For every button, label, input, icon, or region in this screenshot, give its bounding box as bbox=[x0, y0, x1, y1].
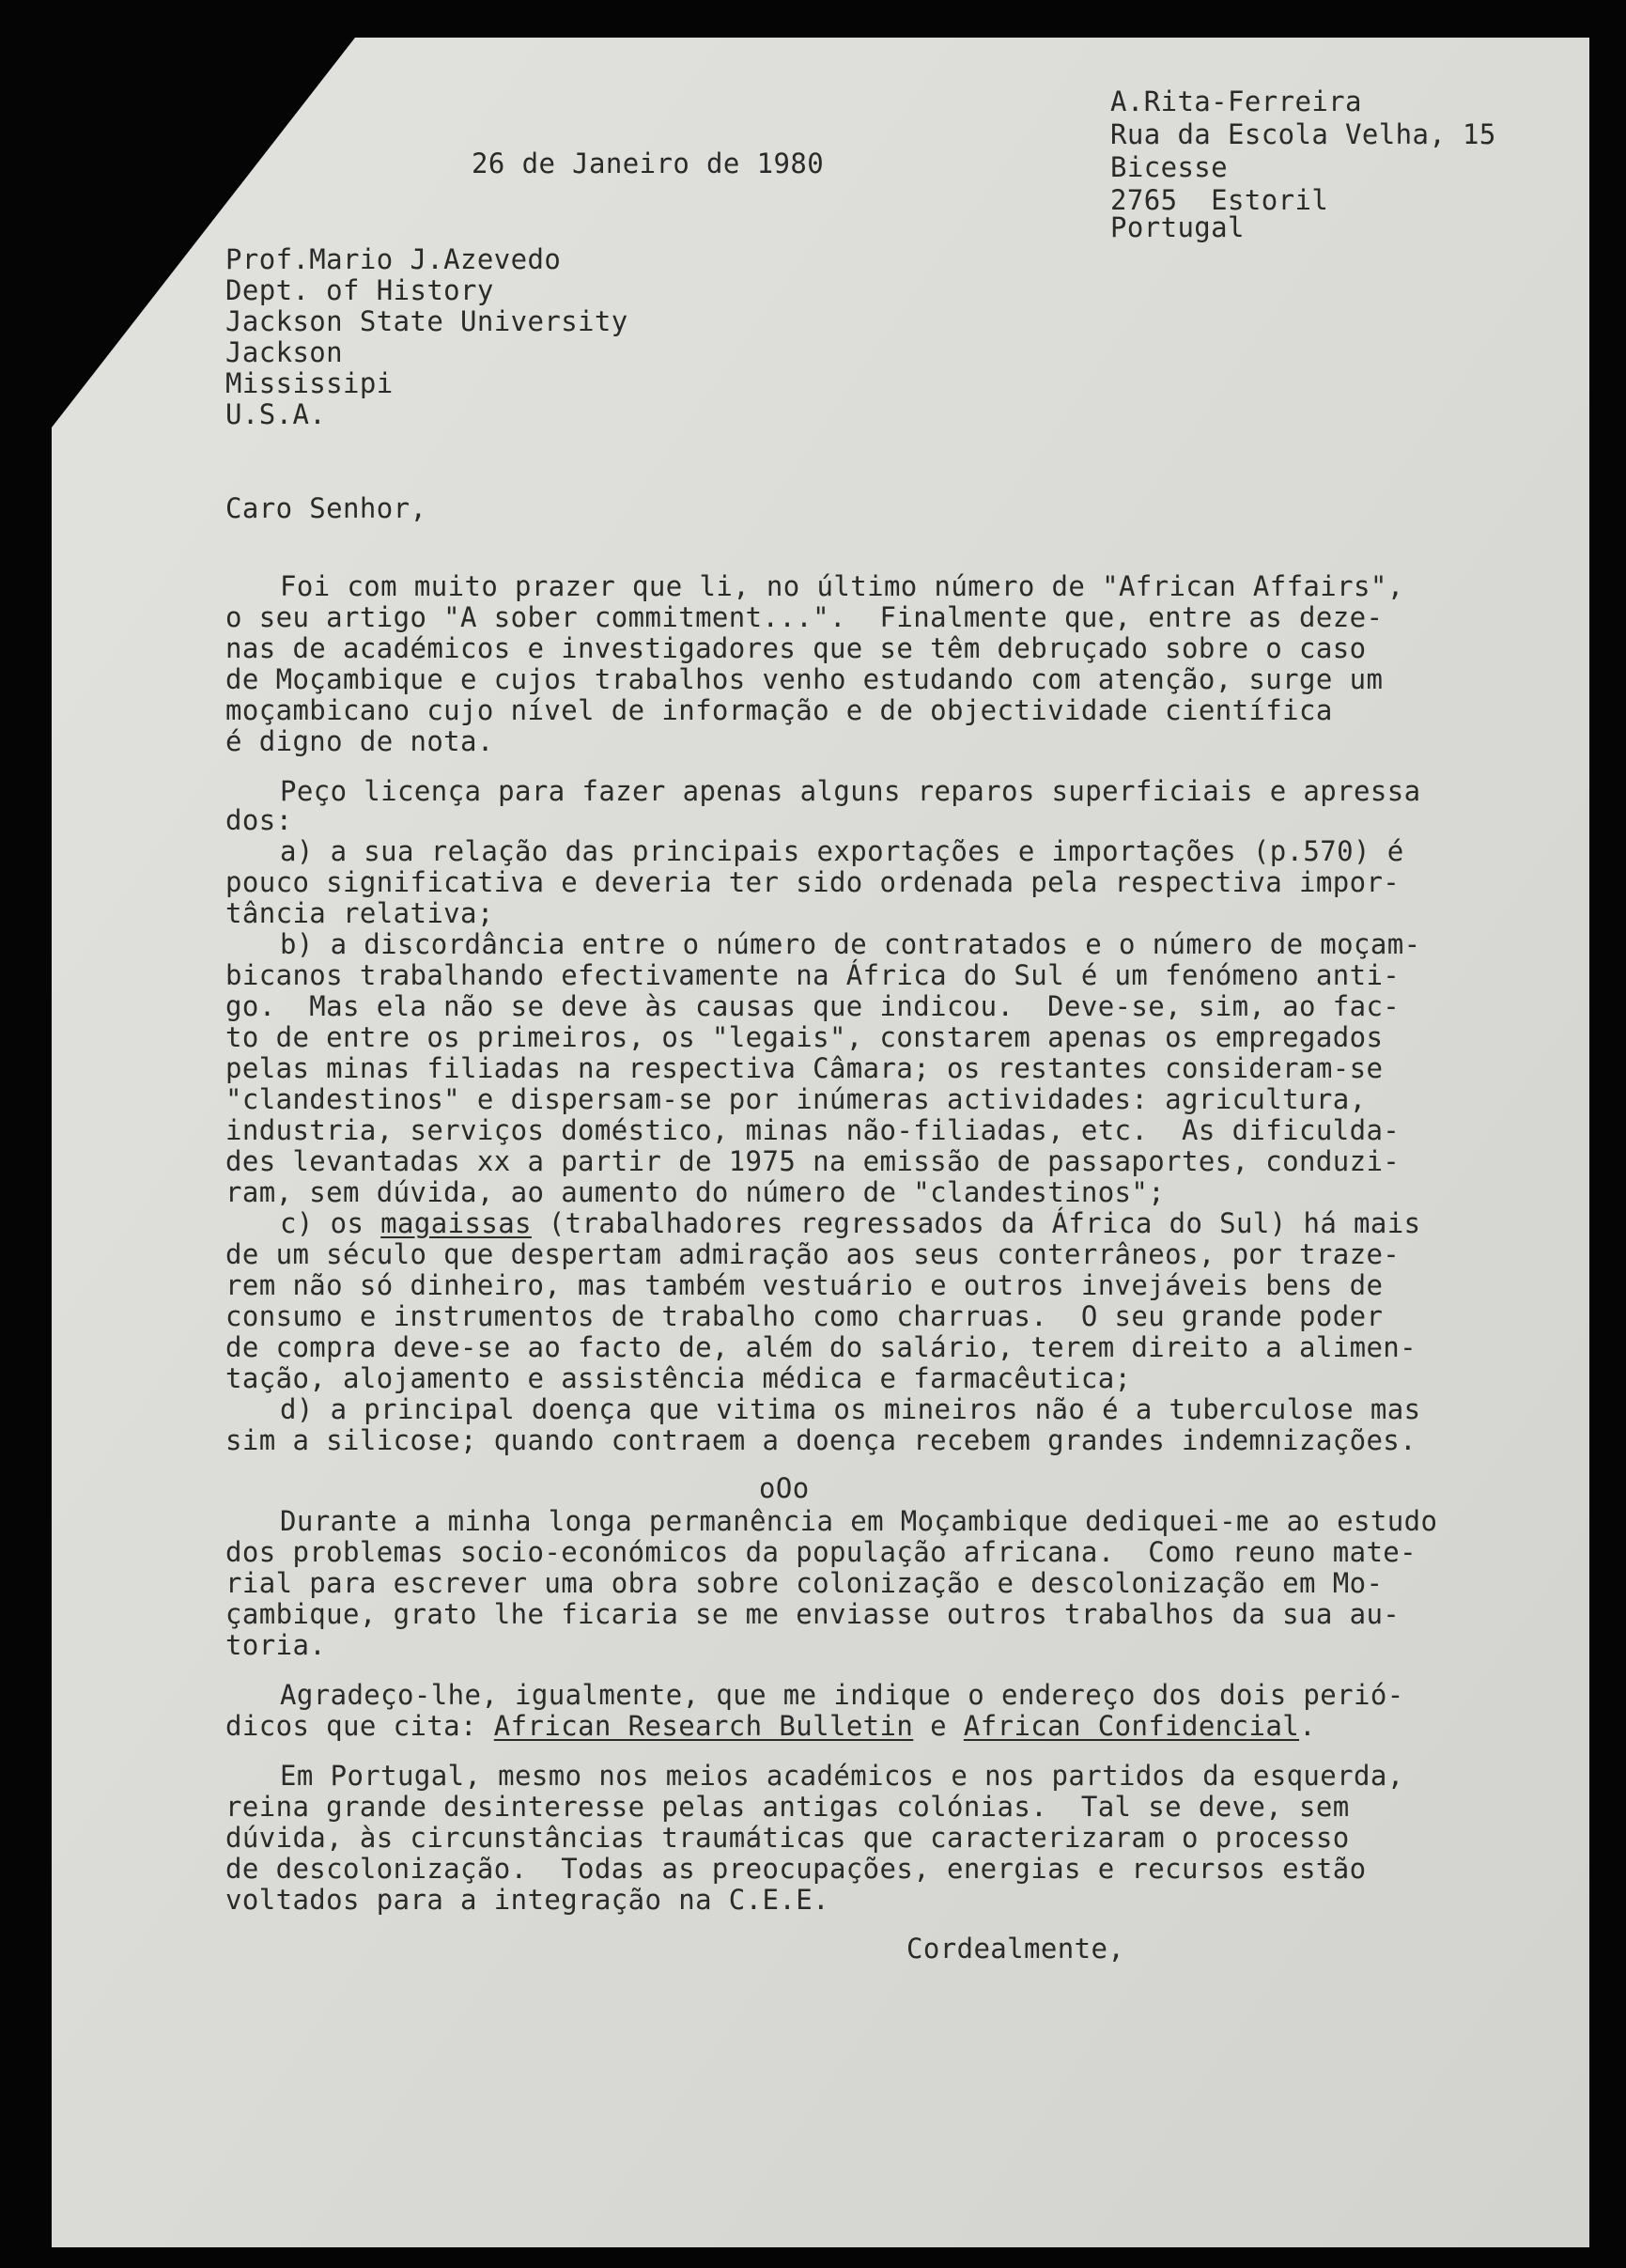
body-line: tância relativa; bbox=[225, 897, 494, 929]
recipient-university: Jackson State University bbox=[225, 305, 628, 337]
body-line: pelas minas filiadas na respectiva Câmara; os restantes consideram-se bbox=[225, 1052, 1384, 1084]
body-line: Em Portugal, mesmo nos meios académicos e nos partidos da esquerda, bbox=[280, 1760, 1404, 1792]
body-line: pouco significativa e deveria ter sido ordenada pela respectiva impor- bbox=[225, 866, 1401, 898]
body-line: Agradeço-lhe, igualmente, que me indique o endereço dos dois perió- bbox=[280, 1679, 1404, 1711]
sender-postal: 2765 Estoril bbox=[1110, 184, 1329, 216]
body-line: sim a silicose; quando contraem a doença recebem grandes indemnizações. bbox=[225, 1424, 1417, 1456]
body-line: é digno de nota. bbox=[225, 725, 494, 757]
section-separator: oOo bbox=[759, 1472, 810, 1504]
body-line: des levantadas xx a partir de 1975 na emissão de passaportes, conduzi- bbox=[225, 1145, 1401, 1177]
body-line: b) a discordância entre o número de contratados e o número de moçam- bbox=[280, 928, 1421, 960]
body-line: voltados para a integração na C.E.E. bbox=[225, 1884, 829, 1916]
recipient-city: Jackson bbox=[225, 336, 344, 368]
sender-street: Rua da Escola Velha, 15 bbox=[1110, 118, 1496, 150]
thanks-conj: e bbox=[913, 1710, 964, 1742]
body-line: Durante a minha longa permanência em Moçambique dediquei-me ao estudo bbox=[280, 1505, 1438, 1537]
body-line: o seu artigo "A sober commitment...". Finalmente que, entre as deze- bbox=[225, 601, 1384, 633]
body-line: bicanos trabalhando efectivamente na África do Sul é um fenómeno anti- bbox=[225, 959, 1401, 991]
letter-date: 26 de Janeiro de 1980 bbox=[472, 148, 825, 179]
body-line: d) a principal doença que vitima os mineiros não é a tuberculose mas bbox=[280, 1393, 1421, 1425]
sender-country: Portugal bbox=[1110, 211, 1245, 243]
body-line: de Moçambique e cujos trabalhos venho estudando com atenção, surge um bbox=[225, 663, 1384, 695]
signoff: Cordealmente, bbox=[906, 1933, 1125, 1965]
body-line: nas de académicos e investigadores que se têm debruçado sobre o caso bbox=[225, 632, 1367, 664]
body-line: de compra deve-se ao facto de, além do salário, terem direito a alimen- bbox=[225, 1331, 1417, 1363]
recipient-country: U.S.A. bbox=[225, 398, 327, 430]
remark-c-lead: c) os bbox=[280, 1207, 381, 1239]
body-line: dos problemas socio-económicos da população africana. Como reuno mate- bbox=[225, 1536, 1417, 1568]
body-line: de descolonização. Todas as preocupações, energias e recursos estão bbox=[225, 1853, 1367, 1885]
remark-c-tail: (trabalhadores regressados da África do Sul) há mais bbox=[531, 1207, 1421, 1239]
body-line: a) a sua relação das principais exportações e importações (p.570) é bbox=[280, 835, 1404, 867]
body-line: çambique, grato lhe ficaria se me enviasse outros trabalhos da sua au- bbox=[225, 1598, 1401, 1630]
journal-title: African Confidencial bbox=[963, 1710, 1300, 1742]
body-line: rem não só dinheiro, mas também vestuário e outros invejáveis bens de bbox=[225, 1269, 1384, 1301]
body-line: dúvida, às circunstâncias traumáticas que caracterizaram o processo bbox=[225, 1822, 1350, 1854]
journal-title: African Research Bulletin bbox=[493, 1710, 914, 1742]
recipient-dept: Dept. of History bbox=[225, 274, 494, 306]
thanks-end: . bbox=[1299, 1710, 1316, 1742]
body-line: moçambicano cujo nível de informação e de objectividade científica bbox=[225, 694, 1333, 726]
body-line: ram, sem dúvida, ao aumento do número de "clandestinos"; bbox=[225, 1176, 1166, 1208]
sender-locality: Bicesse bbox=[1110, 151, 1229, 183]
recipient-state: Mississipi bbox=[225, 367, 394, 399]
magaissas-term: magaissas bbox=[380, 1207, 532, 1239]
body-line: toria. bbox=[225, 1629, 327, 1661]
sender-name: A.Rita-Ferreira bbox=[1110, 85, 1362, 117]
body-line: to de entre os primeiros, os "legais", constarem apenas os empregados bbox=[225, 1021, 1384, 1053]
salutation: Caro Senhor, bbox=[225, 492, 427, 524]
body-line: de um século que despertam admiração aos seus conterrâneos, por traze- bbox=[225, 1238, 1401, 1270]
body-line: reina grande desinteresse pelas antigas colónias. Tal se deve, sem bbox=[225, 1791, 1350, 1823]
body-line: Foi com muito prazer que li, no último número de "African Affairs", bbox=[280, 570, 1404, 602]
body-line: rial para escrever uma obra sobre colonização e descolonização em Mo- bbox=[225, 1567, 1384, 1599]
recipient-name: Prof.Mario J.Azevedo bbox=[225, 243, 562, 275]
body-line bbox=[225, 1711, 1316, 1741]
body-line bbox=[280, 1208, 1420, 1238]
body-line: go. Mas ela não se deve às causas que indicou. Deve-se, sim, ao fac- bbox=[225, 990, 1401, 1022]
body-line: consumo e instrumentos de trabalho como charruas. O seu grande poder bbox=[225, 1300, 1384, 1332]
body-line: dos: bbox=[225, 804, 293, 836]
thanks-prefix: dicos que cita: bbox=[225, 1710, 494, 1742]
body-line: industria, serviços doméstico, minas não-filiadas, etc. As dificulda- bbox=[225, 1114, 1401, 1146]
body-line: Peço licença para fazer apenas alguns reparos superficiais e apressa bbox=[280, 775, 1421, 807]
body-line: tação, alojamento e assistência médica e farmacêutica; bbox=[225, 1362, 1132, 1394]
body-line: "clandestinos" e dispersam-se por inúmeras actividades: agricultura, bbox=[225, 1083, 1367, 1115]
